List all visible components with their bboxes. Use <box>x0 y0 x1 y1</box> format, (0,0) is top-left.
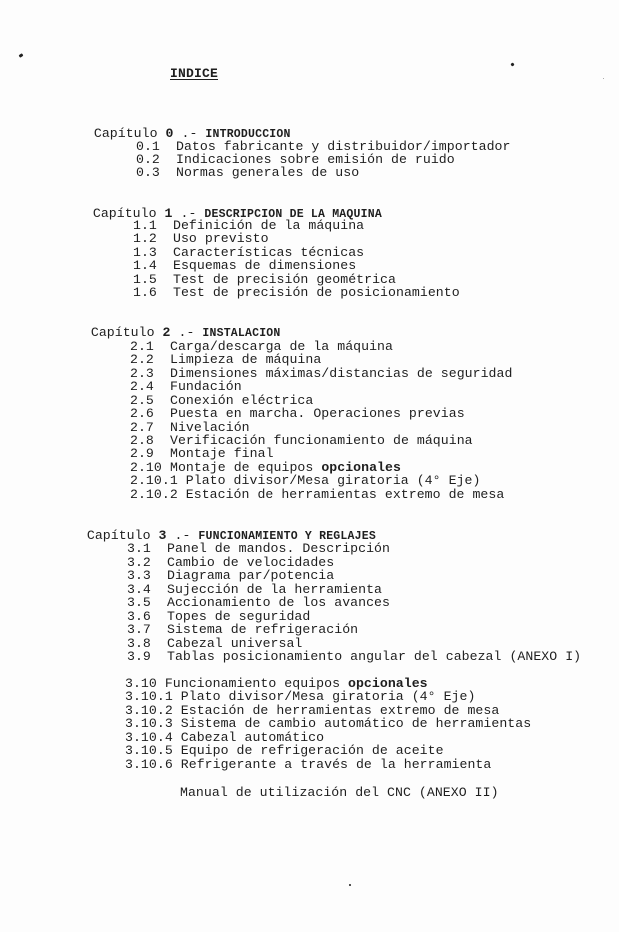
section-number: 2.5 <box>130 393 154 408</box>
toc-entry <box>127 569 334 583</box>
section-title: Topes de seguridad <box>167 609 311 624</box>
chapter-number: 2 <box>162 324 171 340</box>
toc-entry <box>136 166 359 180</box>
section-number: 1.3 <box>133 245 157 260</box>
section-title: Fundación <box>170 379 242 394</box>
chapter-label: Capítulo <box>92 205 157 221</box>
section-number: 3.10.3 <box>125 716 173 731</box>
section-title: Estación de herramientas extremo de mesa <box>185 487 505 502</box>
section-number: 0.3 <box>136 165 160 180</box>
toc-entry <box>133 259 356 273</box>
section-title: Definición de la máquina <box>173 218 365 233</box>
chapter-label: Capítulo <box>86 527 151 543</box>
chapter-title: INSTALACION <box>202 326 281 340</box>
section-number: 3.10.1 <box>125 689 173 704</box>
section-title: Funcionamiento equipos <box>164 676 348 691</box>
toc-entry <box>125 717 531 731</box>
section-title: Uso previsto <box>173 231 269 246</box>
section-title: Sujección de la herramienta <box>167 582 383 597</box>
section-title: Conexión eléctrica <box>170 393 314 408</box>
section-number: 2.8 <box>130 433 154 448</box>
section-number: 3.10.5 <box>125 743 173 758</box>
section-title: Normas generales de uso <box>176 165 360 180</box>
chapter-separator: .- <box>180 205 197 221</box>
section-title: Equipo de refrigeración de aceite <box>180 743 444 758</box>
section-number: 3.10.6 <box>125 757 173 772</box>
section-number: 3.10.4 <box>125 730 173 745</box>
chapter-number: 1 <box>164 205 173 221</box>
section-title: Verificación funcionamiento de máquina <box>170 433 473 448</box>
toc-entry <box>130 353 321 367</box>
section-number: 1.5 <box>133 272 157 287</box>
section-title: Características técnicas <box>173 245 365 260</box>
section-number: 3.8 <box>127 636 151 651</box>
chapter-label: Capítulo <box>90 324 155 340</box>
chapter-label: Capítulo <box>93 125 158 141</box>
section-title-bold: opcionales <box>321 460 401 475</box>
section-title: Limpieza de máquina <box>170 352 322 367</box>
section-number: 2.10 <box>130 460 162 475</box>
section-title: Tablas posicionamiento angular del cabezal (ANEXO I) <box>167 649 582 664</box>
toc-entry <box>125 744 444 758</box>
section-title: Sistema de refrigeración <box>167 622 359 637</box>
section-title-bold: opcionales <box>348 676 428 691</box>
toc-entry <box>130 488 504 502</box>
section-title: Dimensiones máximas/distancias de seguridad <box>170 366 513 381</box>
section-title: Refrigerante a través de la herramienta <box>180 757 492 772</box>
toc-entry <box>127 623 358 637</box>
section-title: Cambio de velocidades <box>167 555 335 570</box>
chapter-separator: .- <box>174 527 191 543</box>
toc-entry <box>125 758 491 772</box>
section-number: 3.5 <box>127 595 151 610</box>
section-number: 3.10 <box>125 676 157 691</box>
section-number: 2.9 <box>130 446 154 461</box>
section-title: Montaje de equipos <box>170 460 322 475</box>
footer-note: Manual de utilización del CNC (ANEXO II) <box>180 785 499 800</box>
section-number: 2.10.1 <box>130 473 178 488</box>
section-number: 1.6 <box>133 285 157 300</box>
section-title: Estación de herramientas extremo de mesa <box>180 703 500 718</box>
toc-entry <box>130 447 274 461</box>
section-title: Plato divisor/Mesa giratoria (4° Eje) <box>185 473 481 488</box>
chapter-title: INTRODUCCION <box>205 127 291 141</box>
section-number: 3.1 <box>127 541 151 556</box>
section-title: Plato divisor/Mesa giratoria (4° Eje) <box>180 689 476 704</box>
section-number: 0.1 <box>136 139 160 154</box>
section-number: 2.10.2 <box>130 487 178 502</box>
toc-entry <box>127 650 581 664</box>
toc-entry <box>133 232 269 246</box>
section-number: 2.4 <box>130 379 154 394</box>
section-title: Diagrama par/potencia <box>167 568 335 583</box>
section-title: Sistema de cambio automático de herramientas <box>180 716 532 731</box>
section-number: 2.6 <box>130 406 154 421</box>
toc-entry <box>130 380 242 394</box>
section-number: 3.10.2 <box>125 703 173 718</box>
section-title: Cabezal universal <box>167 636 303 651</box>
chapter-title: DESCRIPCION DE LA MAQUINA <box>204 207 382 221</box>
toc-entry <box>133 286 460 300</box>
toc-entry <box>125 690 475 704</box>
toc-entry <box>127 596 390 610</box>
section-title: Accionamiento de los avances <box>167 595 390 610</box>
section-number: 3.7 <box>127 622 151 637</box>
scan-speck <box>19 53 24 58</box>
section-number: 3.9 <box>127 649 151 664</box>
section-title: Esquemas de dimensiones <box>173 258 357 273</box>
chapter-separator: .- <box>178 324 195 340</box>
section-number: 3.3 <box>127 568 151 583</box>
section-number: 3.6 <box>127 609 151 624</box>
section-title: Indicaciones sobre emisión de ruido <box>176 152 455 167</box>
section-number: 2.1 <box>130 339 154 354</box>
section-number: 2.3 <box>130 366 154 381</box>
toc-entry <box>130 474 480 488</box>
section-title: Nivelación <box>170 420 250 435</box>
scan-speck <box>603 78 604 79</box>
section-number: 0.2 <box>136 152 160 167</box>
section-number: 2.7 <box>130 420 154 435</box>
section-title: Cabezal automático <box>180 730 325 745</box>
section-title: Carga/descarga de la máquina <box>170 339 393 354</box>
section-title: Puesta en marcha. Operaciones previas <box>170 406 465 421</box>
section-title: Test de precisión de posicionamiento <box>173 285 460 300</box>
section-number: 1.4 <box>133 258 157 273</box>
section-title: Panel de mandos. Descripción <box>167 541 390 556</box>
scan-speck <box>349 884 352 887</box>
section-number: 2.2 <box>130 352 154 367</box>
page-title: INDICE <box>170 66 219 81</box>
scan-speck <box>510 62 514 66</box>
chapter-number: 3 <box>158 527 167 543</box>
section-title: Test de precisión geométrica <box>173 272 396 287</box>
toc-entry <box>127 542 390 556</box>
section-number: 1.2 <box>133 231 157 246</box>
chapter-separator: .- <box>181 125 198 141</box>
section-number: 3.2 <box>127 555 151 570</box>
toc-entry <box>130 407 465 421</box>
section-number: 1.1 <box>133 218 157 233</box>
section-number: 3.4 <box>127 582 151 597</box>
chapter-title: FUNCIONAMIENTO Y REGLAJES <box>198 529 376 543</box>
section-title: Datos fabricante y distribuidor/importador <box>176 139 511 154</box>
chapter-number: 0 <box>165 125 174 141</box>
section-title: Montaje final <box>170 446 274 461</box>
